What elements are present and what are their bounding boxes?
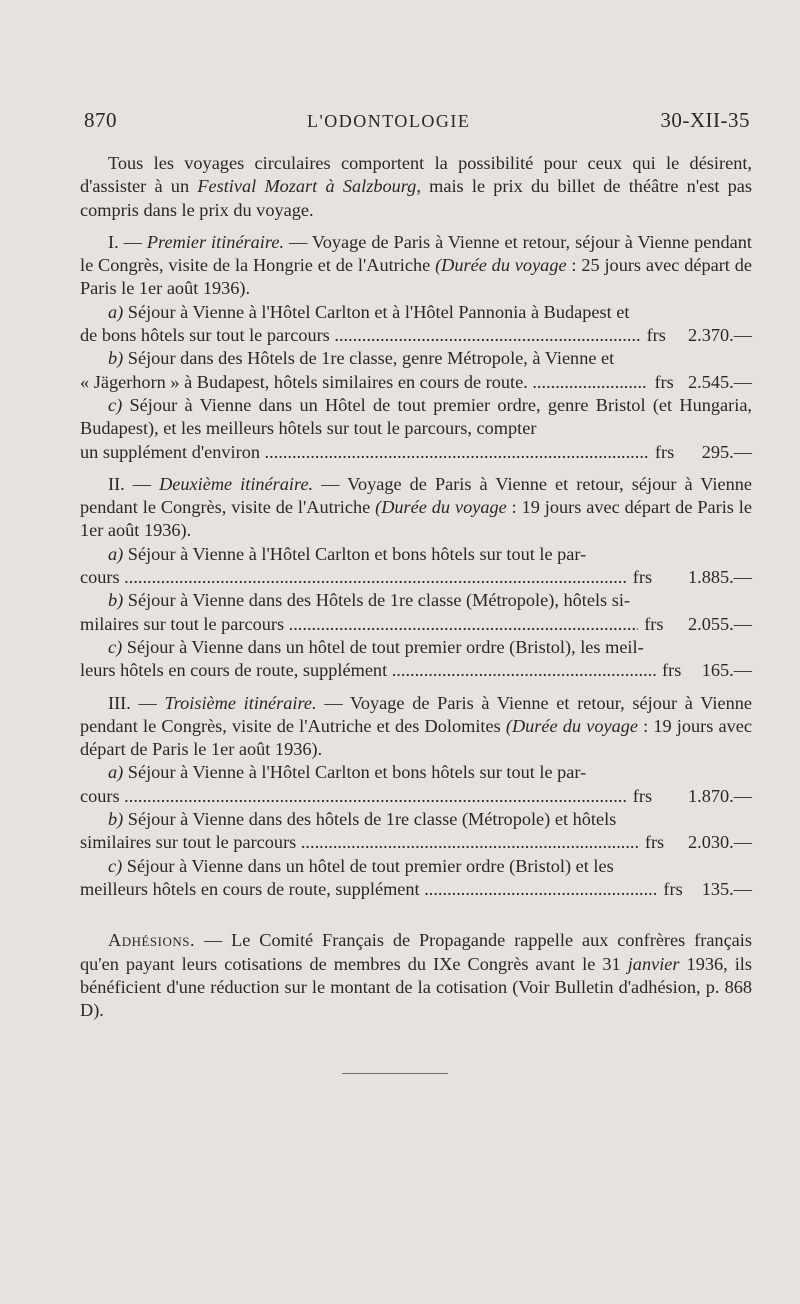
festival-name: Festival Mozart à Salzbourg — [197, 176, 417, 197]
price-option: c) Séjour à Vienne dans un Hôtel de tout premier ordre, genre Bristol (et Hungaria, Budapest), et les meilleurs hôtels sur tout le parcours, compter — [80, 394, 752, 439]
price-option: a) Séjour à Vienne à l'Hôtel Carlton et bons hôtels sur tout le par- — [108, 762, 587, 783]
price-option: b) Séjour à Vienne dans des Hôtels de 1re classe (Métropole), hôtels si- — [108, 590, 630, 611]
adhesions-label: Adhésions. — [108, 930, 196, 951]
price-amount: 2.545.— — [688, 371, 752, 392]
adhesions-paragraph: Adhésions. — Le Comité Français de Propagande rappelle aux confrères français qu'en payant leurs cotisations de membres du IXe Congrès avant le 31 janvier 1936, ils bénéficient d'une réduction sur le montant de la cotisation (Voir Bulletin d'adhésion, p. 868 D). — [80, 930, 752, 1021]
price-option: b) Séjour à Vienne dans des hôtels de 1re classe (Métropole) et hôtels — [108, 809, 617, 830]
price-amount: 2.370.— — [688, 325, 752, 346]
issue-date: 30-XII-35 — [660, 108, 750, 132]
itinerary-heading: III. — Troisième itinéraire. — Voyage de Paris à Vienne et retour, séjour à Vienne pendant le Congrès, visite de l'Autriche et des Dolomites (Durée du voyage : 19 jours avec départ de Paris le 1er août 1936). — [80, 692, 752, 760]
price-option: a) Séjour à Vienne à l'Hôtel Carlton et à l'Hôtel Pannonia à Budapest et — [108, 301, 630, 322]
price-option: c) Séjour à Vienne dans un hôtel de tout premier ordre (Bristol) et les — [108, 855, 614, 876]
itinerary-section-3 — [80, 692, 752, 902]
price-line: similaires sur tout le parcours ..... frs 2.030.— — [80, 831, 752, 854]
price-amount: 295.— — [701, 441, 752, 462]
journal-title: L'ODONTOLOGIE — [306, 111, 471, 131]
price-line: milaires sur tout le parcours ..... frs 2.055.— — [80, 613, 752, 636]
price-amount: 2.030.— — [688, 832, 752, 853]
price-amount: 2.055.— — [688, 613, 752, 634]
page-number: 870 — [84, 108, 117, 132]
body-text — [80, 152, 752, 1022]
itinerary-section-1 — [80, 231, 752, 464]
intro-paragraph: Tous les voyages circulaires comportent la possibilité pour ceux qui le désirent, d'assister à un Festival Mozart à Salzbourg, mais le prix du billet de théâtre n'est pas compris dans le prix du voyage. — [80, 153, 753, 220]
itinerary-title: Troisième itinéraire. — [164, 692, 317, 713]
price-line: de bons hôtels sur tout le parcours ..... frs 2.370.— — [80, 324, 752, 347]
price-line: « Jägerhorn » à Budapest, hôtels similaires en cours de route. ..... frs 2.545.— — [80, 371, 752, 394]
price-amount: 1.870.— — [688, 785, 752, 806]
price-line: meilleurs hôtels en cours de route, supplément ..... frs 135.— — [80, 878, 752, 901]
itinerary-title: Deuxième itinéraire. — [159, 473, 314, 494]
price-line: un supplément d'environ ..... frs 295.— — [80, 441, 752, 464]
price-option: c) Séjour à Vienne dans un hôtel de tout premier ordre (Bristol), les meil- — [108, 636, 644, 657]
price-amount: 1.885.— — [688, 567, 752, 588]
price-line: cours ..... frs 1.870.— — [80, 785, 752, 808]
price-option: b) Séjour dans des Hôtels de 1re classe, genre Métropole, à Vienne et — [108, 348, 615, 369]
closing-rule — [342, 1073, 448, 1074]
itinerary-heading: II. — Deuxième itinéraire. — Voyage de Paris à Vienne et retour, séjour à Vienne pendant le Congrès, visite de l'Autriche (Durée du voyage : 19 jours avec départ de Paris le 1er août 1936). — [80, 473, 752, 541]
price-amount: 135.— — [701, 878, 752, 899]
itinerary-section-2 — [80, 473, 752, 683]
itinerary-title: Premier itinéraire. — [146, 231, 285, 252]
running-header — [84, 108, 750, 133]
itinerary-heading: I. — Premier itinéraire. — Voyage de Paris à Vienne et retour, séjour à Vienne pendant le Congrès, visite de la Hongrie et de l'Autriche (Durée du voyage : 25 jours avec départ de Paris le 1er août 1936). — [80, 231, 752, 299]
price-option: a) Séjour à Vienne à l'Hôtel Carlton et bons hôtels sur tout le par- — [108, 543, 587, 564]
price-line: leurs hôtels en cours de route, supplément ..... frs 165.— — [80, 659, 752, 682]
price-amount: 165.— — [701, 660, 752, 681]
price-line: cours ..... frs 1.885.— — [80, 566, 752, 589]
